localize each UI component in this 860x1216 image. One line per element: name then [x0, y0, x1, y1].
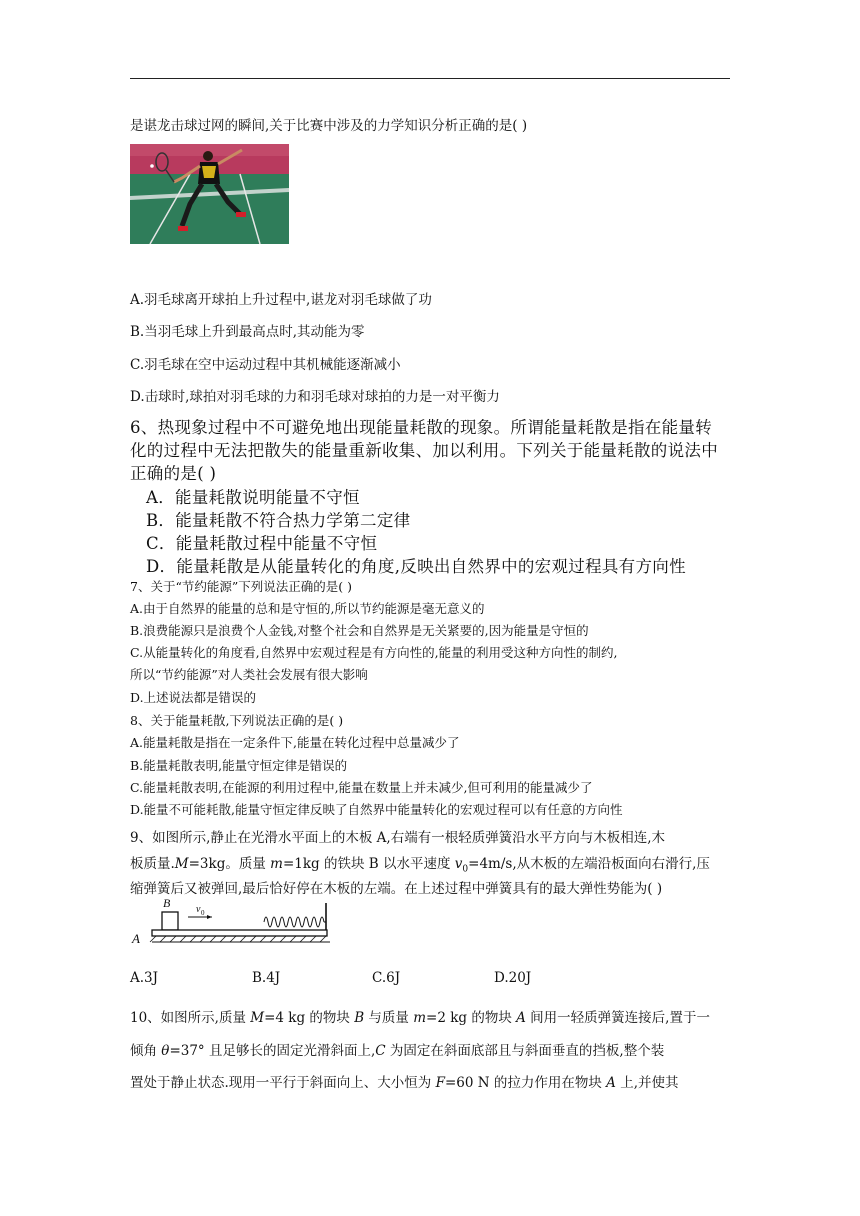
q9-choice-a: A.3J	[130, 970, 159, 986]
q6-option-a: A．能量耗散说明能量不守恒	[146, 488, 360, 507]
q9-choice-d: D.20J	[494, 970, 532, 986]
q8-option-a: A.能量耗散是指在一定条件下,能量在转化过程中总量减少了	[130, 735, 460, 750]
q9-stem-line-3: 缩弹簧后又被弹回,最后恰好停在木板的左端。在上述过程中弹簧具有的最大弹性势能为( )	[130, 881, 663, 897]
q9-stem-line-1: 9、如图所示,静止在光滑水平面上的木板 A,右端有一根轻质弹簧沿水平方向与木板相连,木	[130, 830, 666, 846]
q8-option-b: B.能量耗散表明,能量守恒定律是错误的	[130, 758, 348, 773]
q8-option-c: C.能量耗散表明,在能源的利用过程中,能量在数量上并未减少,但可利用的能量减少了	[130, 780, 593, 795]
q5-option-d: D.击球时,球拍对羽毛球的力和羽毛球对球拍的力是一对平衡力	[130, 389, 500, 405]
q5-option-a: A.羽毛球离开球拍上升过程中,谌龙对羽毛球做了功	[130, 292, 432, 308]
q8-stem: 8、关于能量耗散,下列说法正确的是( )	[130, 713, 344, 728]
q6-stem-line-2: 化的过程中无法把散失的能量重新收集、加以利用。下列关于能量耗散的说法中	[130, 441, 718, 460]
figure-label-b: B	[163, 896, 171, 910]
q7-option-c: C.从能量转化的角度看,自然界中宏观过程是有方向性的,能量的利用受这种方向性的制约,	[130, 645, 618, 660]
q10-stem-line-3: 置处于静止状态.现用一平行于斜面向上、大小恒为 F=60 N 的拉力作用在物块 A 上,并使其	[130, 1075, 679, 1091]
q6-option-c: C．能量耗散过程中能量不守恒	[146, 534, 378, 553]
q5-stem: 是谌龙击球过网的瞬间,关于比赛中涉及的力学知识分析正确的是( )	[130, 118, 528, 134]
q7-option-c-cont: 所以“节约能源”对人类社会发展有很大影响	[130, 667, 368, 682]
q9-choice-c: C.6J	[372, 970, 401, 986]
badminton-photo	[130, 144, 289, 244]
q7-option-b: B.浪费能源只是浪费个人金钱,对整个社会和自然界是无关紧要的,因为能量是守恒的	[130, 623, 589, 638]
q6-option-d: D．能量耗散是从能量转化的角度,反映出自然界中的宏观过程具有方向性	[146, 557, 686, 576]
q7-option-a: A.由于自然界的能量的总和是守恒的,所以节约能源是毫无意义的	[130, 601, 485, 616]
q8-option-d: D.能量不可能耗散,能量守恒定律反映了自然界中能量转化的宏观过程可以有任意的方向性	[130, 802, 623, 817]
spring-board-figure	[130, 895, 335, 954]
q7-option-d: D.上述说法都是错误的	[130, 690, 257, 705]
q10-stem-line-2: 倾角 θ=37° 且足够长的固定光滑斜面上,C 为固定在斜面底部且与斜面垂直的挡板,整个装	[130, 1043, 665, 1059]
q9-stem-line-2: 板质量.M=3kg。质量 m=1kg 的铁块 B 以水平速度 $v_0=4m/s$,从木板的左端沿板面向右滑行,压	[130, 856, 710, 875]
q5-option-b: B.当羽毛球上升到最高点时,其动能为零	[130, 324, 365, 340]
header-rule	[130, 78, 730, 79]
figure-label-a: A	[132, 931, 140, 946]
q6-stem-line-1: 6、热现象过程中不可避免地出现能量耗散的现象。所谓能量耗散是指在能量转	[130, 418, 712, 437]
q7-stem: 7、关于“节约能源”下列说法正确的是( )	[130, 579, 352, 594]
q10-stem-line-1: 10、如图所示,质量 M=4 kg 的物块 B 与质量 m=2 kg 的物块 A 间用一轻质弹簧连接后,置于一	[130, 1010, 710, 1026]
q9-choice-b: B.4J	[252, 970, 281, 986]
q6-stem-line-3: 正确的是( )	[130, 464, 217, 483]
figure-label-v-sub: 0	[201, 909, 205, 917]
q5-option-c: C.羽毛球在空中运动过程中其机械能逐渐减小	[130, 357, 401, 373]
figure-label-v: v	[196, 904, 201, 915]
q6-option-b: B．能量耗散不符合热力学第二定律	[146, 511, 411, 530]
